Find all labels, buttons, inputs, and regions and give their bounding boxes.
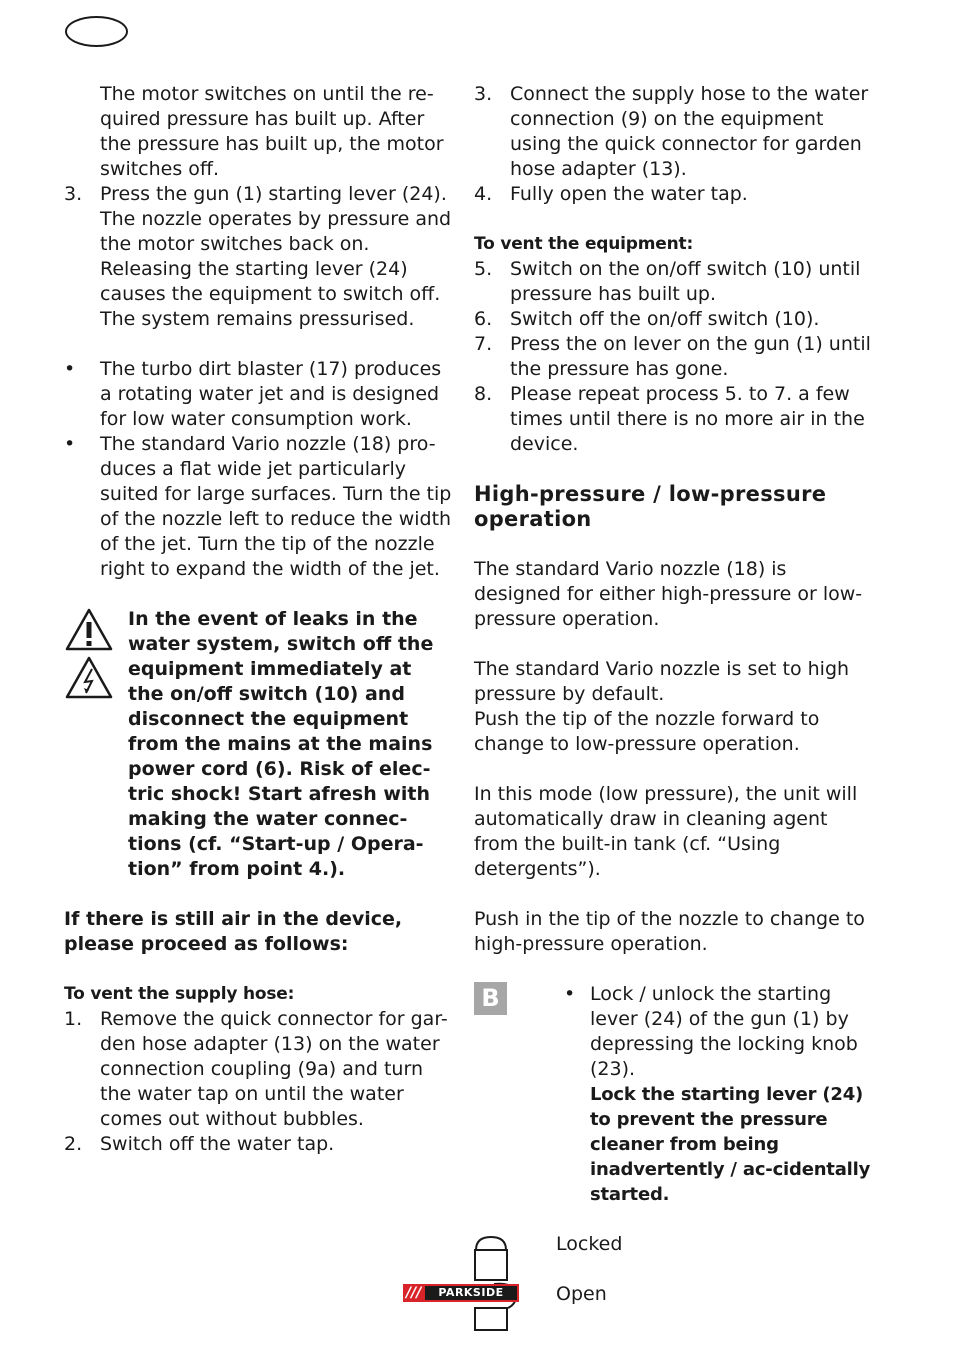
body-paragraph: In this mode (low pressure), the unit will automatically draw in cleaning agent from the built-in tank (cf. “Using detergents”).: [474, 783, 858, 880]
step-item: [474, 332, 874, 382]
bullet-mark: •: [64, 433, 76, 455]
step-item: [474, 382, 874, 457]
bullet-item: [564, 982, 874, 1207]
figure-b-block: [474, 982, 874, 1207]
step-item: [474, 257, 874, 307]
locked-label: Locked: [556, 1233, 623, 1255]
step-number: 1.: [64, 1008, 83, 1030]
bullet-text: The standard Vario nozzle (18) pro-duces a flat wide jet particularly suited for large surfaces. Turn the tip of the nozzle left to reduce the width of the jet. Turn the tip of the nozzle right to expand the width of the jet.: [100, 433, 452, 580]
warning-text: In the event of leaks in the water system, switch off the equipment immediately at the on/off switch (10) and disconnect the equipment from the mains at the mains power cord (6). Risk of elec-tric shock! Start afresh with making the water connec-tions (cf. “Start-up / Opera-tion” from point 4.).: [128, 608, 434, 880]
step-text: Switch off the on/off switch (10).: [510, 308, 820, 330]
step-item: [474, 82, 874, 182]
bullet-item: [64, 357, 452, 432]
left-column: [64, 82, 452, 1157]
body-paragraph: Push the tip of the nozzle forward to change to low-pressure operation.: [474, 708, 820, 755]
warning-block: [64, 607, 452, 882]
electric-hazard-icon: [64, 655, 114, 701]
step-number: 3.: [474, 83, 493, 105]
warning-icons: [64, 607, 116, 701]
step-item: [64, 182, 452, 332]
step-number: 6.: [474, 308, 493, 330]
step-number: 4.: [474, 183, 493, 205]
body-paragraph: The standard Vario nozzle is set to high pressure by default.: [474, 658, 850, 705]
step-number: 3.: [64, 183, 83, 205]
figure-b-label: B: [474, 982, 507, 1015]
step-number: 7.: [474, 333, 493, 355]
logo-slashes: ///: [406, 1285, 422, 1301]
section-heading: High-pressure / low-pressure operation: [474, 482, 827, 531]
bullet-text: Lock / unlock the starting lever (24) of the gun (1) by depressing the locking knob (23).: [590, 983, 858, 1080]
lock-warning-text: Lock the starting lever (24) to prevent the pressure cleaner from being inadvertently / ac-cidentally started.: [590, 1084, 871, 1205]
open-label: Open: [556, 1283, 607, 1305]
open-row: [474, 1282, 874, 1332]
step-item: [64, 1007, 452, 1132]
step-text: Connect the supply hose to the water connection (9) on the equipment using the quick connector for garden hose adapter (13).: [510, 83, 869, 180]
step-number: 8.: [474, 383, 493, 405]
vent-hose-title: To vent the supply hose:: [64, 984, 295, 1004]
step-text: Please repeat process 5. to 7. a few times until there is no more air in the device.: [510, 383, 865, 455]
step-text: Fully open the water tap.: [510, 183, 748, 205]
body-paragraph: The standard Vario nozzle (18) is designed for either high-pressure or low-pressure operation.: [474, 558, 863, 630]
padlock-open-icon: [474, 1274, 524, 1334]
bullet-text: The turbo dirt blaster (17) produces a rotating water jet and is designed for low water consumption work.: [100, 358, 442, 430]
bullet-mark: •: [64, 358, 76, 380]
step-text: Switch off the water tap.: [100, 1133, 335, 1155]
bullet-item: [64, 432, 452, 582]
parkside-logo: [403, 1284, 519, 1302]
air-heading: If there is still air in the device, please proceed as follows:: [64, 908, 403, 955]
step-text: Press the on lever on the gun (1) until the pressure has gone.: [510, 333, 871, 380]
step-text: Remove the quick connector for gar-den hose adapter (13) on the water connection coupling (9a) and turn the water tap on until the water comes out without bubbles.: [100, 1008, 448, 1130]
bullet-mark: •: [564, 983, 576, 1005]
body-paragraph: Push in the tip of the nozzle to change to high-pressure operation.: [474, 908, 865, 955]
right-column: [474, 82, 874, 1332]
locked-row: [474, 1232, 874, 1282]
vent-equipment-title: To vent the equipment:: [474, 234, 694, 254]
intro-paragraph: The motor switches on until the re-quired pressure has built up. After the pressure has built up, the motor switches off.: [100, 83, 444, 180]
step-item: [474, 182, 874, 207]
step-number: 2.: [64, 1133, 83, 1155]
logo-brand-text: PARKSIDE: [425, 1286, 517, 1300]
warning-triangle-icon: [64, 607, 114, 653]
step-item: [64, 1132, 452, 1157]
step-number: 5.: [474, 258, 493, 280]
step-item: [474, 307, 874, 332]
step-text: Switch on the on/off switch (10) until pressure has built up.: [510, 258, 861, 305]
language-badge: [65, 16, 128, 47]
step-text: Press the gun (1) starting lever (24). The nozzle operates by pressure and the motor switches back on. Releasing the starting lever (24) causes the equipment to switch off. The system remains pressurised.: [100, 183, 452, 330]
